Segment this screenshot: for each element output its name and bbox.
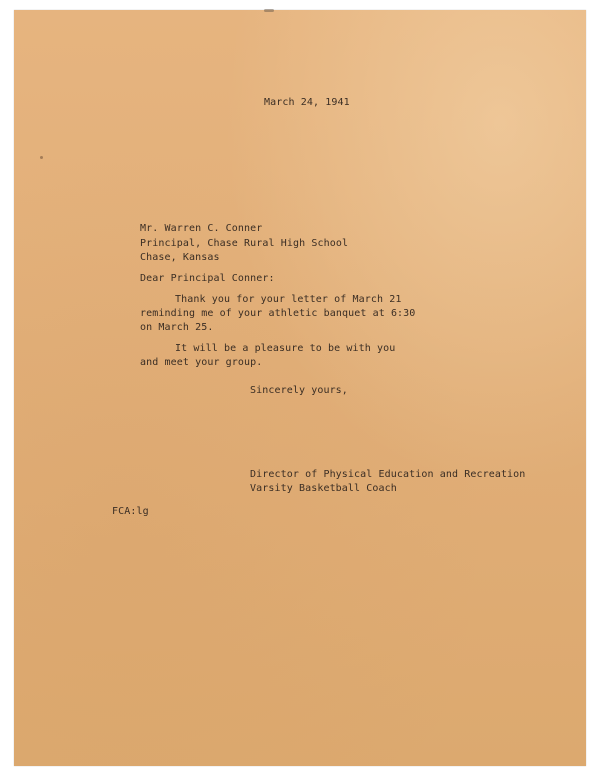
paper-mark xyxy=(264,9,274,12)
signature-title-1: Director of Physical Education and Recreation xyxy=(250,469,526,480)
salutation: Dear Principal Conner: xyxy=(140,273,275,284)
paragraph-2-line-1: It will be a pleasure to be with you xyxy=(175,343,396,354)
signature-title-2: Varsity Basketball Coach xyxy=(250,483,397,494)
paragraph-1-line-2: reminding me of your athletic banquet at 6:30 xyxy=(140,308,416,319)
recipient-title: Principal, Chase Rural High School xyxy=(140,238,349,249)
paper-speck xyxy=(40,156,43,159)
closing: Sincerely yours, xyxy=(250,385,348,396)
paragraph-2-line-2: and meet your group. xyxy=(140,357,263,368)
typist-initials: FCA:lg xyxy=(112,506,149,517)
paragraph-1-line-3: on March 25. xyxy=(140,322,214,333)
letter-page xyxy=(14,10,586,766)
recipient-location: Chase, Kansas xyxy=(140,252,220,263)
letter-date: March 24, 1941 xyxy=(264,97,350,108)
paragraph-1-line-1: Thank you for your letter of March 21 xyxy=(175,294,402,305)
recipient-name: Mr. Warren C. Conner xyxy=(140,223,263,234)
